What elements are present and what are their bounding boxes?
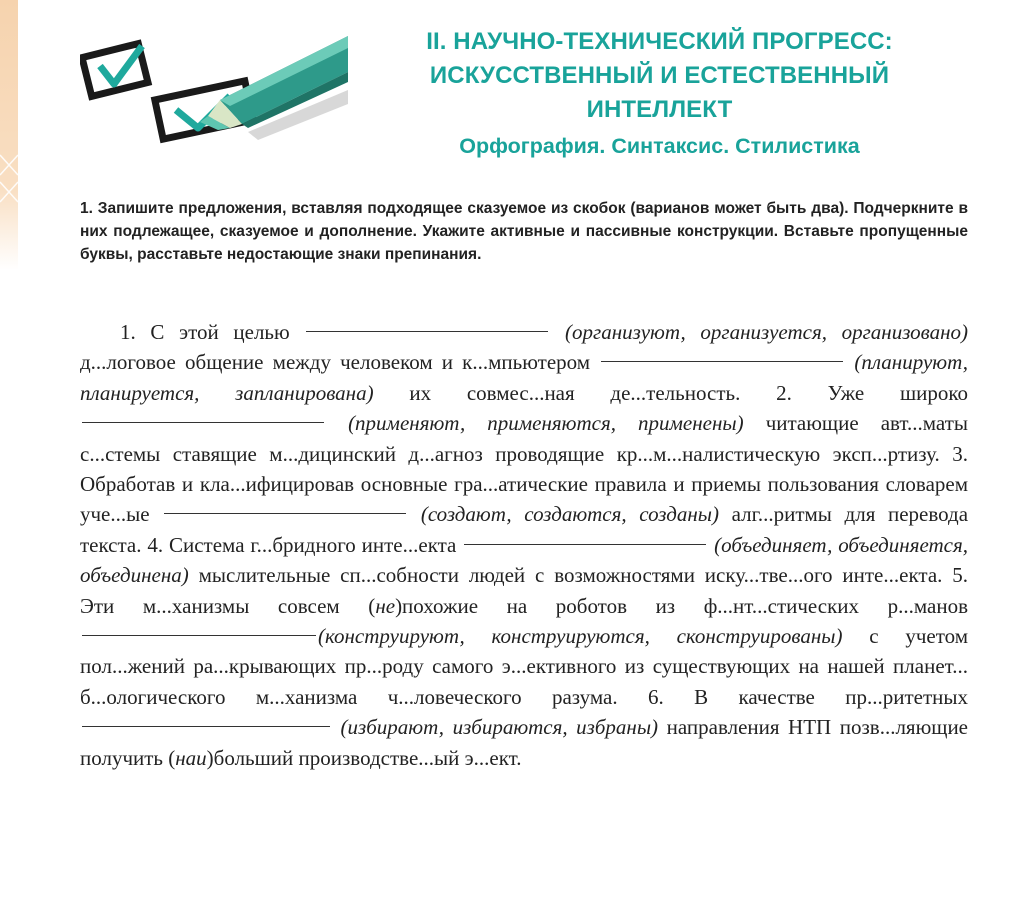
sentence-text: 6. В качестве пр...ритетных: [647, 684, 969, 709]
sentence-text: )похожие на роботов из ф...нт...стических р...манов: [395, 593, 968, 618]
predicate-options: (планируют, планируется, запланирована): [80, 350, 969, 405]
sentence-text: 3. Обработав и кла...ифицировав основные гра...атические правила и приемы пользования словарем уче...ые: [80, 441, 968, 527]
predicate-options: (объединяет, объединяется, объединена): [80, 532, 969, 588]
sentence-text: с учетом пол...жений ра...крывающих пр...роду самого э...ективного из существующих на нашей планет... б...ологического м...ханизма ч...ловеческого разума.: [80, 624, 968, 709]
sentence-text: мыслительные сп...собности людей с возможностями иску...тве...ого инте...екта.: [198, 563, 943, 588]
sentence-text: 5. Эти м...ханизмы совсем (: [80, 563, 969, 618]
answer-blank: [306, 330, 548, 332]
answer-blank: [164, 512, 406, 514]
predicate-options: (создают, создаются, созданы): [420, 502, 719, 527]
chapter-title-line: ИСКУССТВЕННЫЙ И ЕСТЕСТВЕННЫЙ: [429, 62, 890, 89]
answer-blank: [82, 421, 324, 423]
edge-ornament-icon: [0, 150, 18, 210]
sentence-text: читающие авт...маты с...стемы ставящие м...дицинский д...агноз проводящие кр...м...налистическую эксп...ртизу.: [80, 411, 968, 466]
checkbox-pencil-icon: [80, 28, 350, 156]
sentence-text: 2. Уже широко: [776, 380, 968, 405]
sentence-text: 1. С этой целью: [120, 320, 290, 344]
sentence-text: )больший производстве...ый э...ект.: [206, 745, 522, 770]
chapter-title-line: II. НАУЧНО-ТЕХНИЧЕСКИЙ ПРОГРЕСС:: [426, 28, 893, 55]
page-edge-strip: [0, 0, 18, 270]
sentence-text: их совмес...ная де...тельность.: [409, 380, 741, 405]
predicate-options: (организуют, организуется, организовано): [565, 320, 969, 344]
chapter-header: [352, 25, 967, 163]
sentence-text: 4. Система г...бридного инте...екта: [147, 532, 457, 557]
sentence-text: д...логовое общение между человеком и к...мпьютером: [80, 350, 591, 375]
answer-blank: [464, 543, 706, 545]
chapter-title-line: ИНТЕЛЛЕКТ: [586, 96, 733, 123]
particle-ne: не: [375, 593, 396, 618]
task-instructions: 1. Запишите предложения, вставляя подходящее сказуемое из скобок (варианов может быть два). Подчеркните в них подлежащее, сказуемое и дополнение. Укажите активные и пассивные конструкции. Вставьте пропущенные буквы, расставьте недостающие знаки препинания.: [80, 200, 968, 263]
answer-blank: [601, 360, 843, 362]
exercise-text: [80, 317, 968, 773]
chapter-subtitle: Орфография. Синтаксис. Стилистика: [459, 134, 860, 158]
predicate-options: (применяют, применяются, применены): [348, 411, 744, 436]
predicate-options: (избирают, избираются, избраны): [340, 715, 659, 740]
prefix-nai: наи: [175, 745, 207, 770]
answer-blank: [82, 634, 316, 636]
sentence-text: алг...ритмы для перевода текста.: [80, 502, 969, 557]
predicate-options: (конструируют, конструируются, сконструированы): [318, 624, 843, 649]
answer-blank: [82, 725, 330, 727]
sentence-text: направления НТП позв...ляющие получить (: [80, 715, 969, 770]
